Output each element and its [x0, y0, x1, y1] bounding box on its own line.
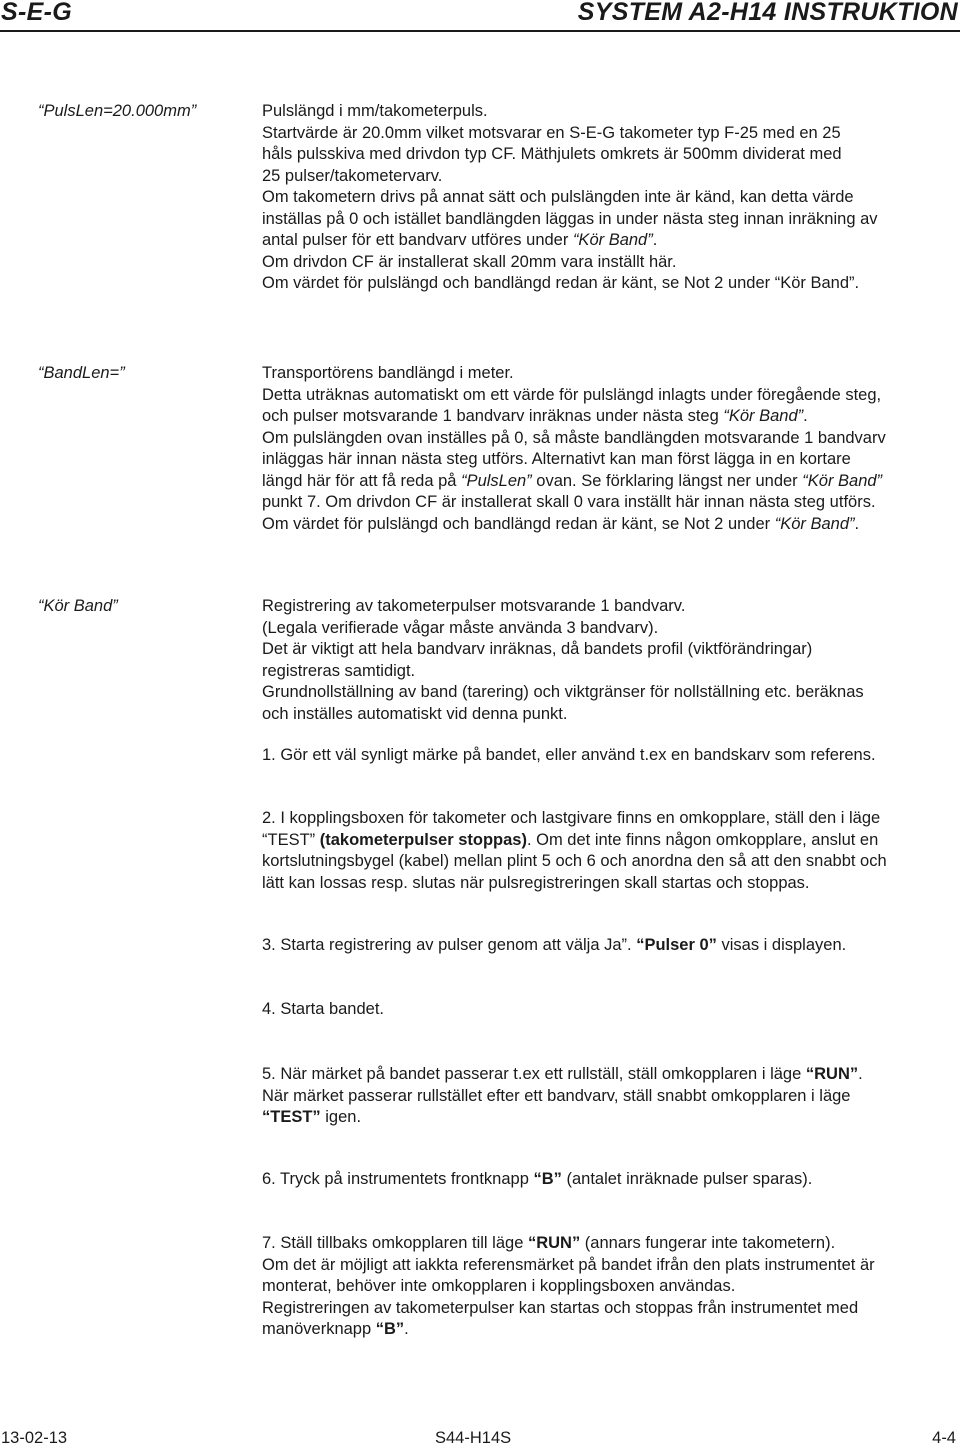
text-run: “TEST”	[262, 830, 320, 849]
text-line	[262, 935, 956, 957]
text-line	[262, 618, 956, 640]
section-body-bandlen	[262, 363, 956, 535]
text-line	[262, 873, 956, 895]
text-line	[262, 166, 956, 188]
bold-text: “RUN”	[527, 1234, 581, 1252]
text-run: 5. När märket på bandet passerar t.ex ett rullställ, ställ omkopplaren i läge	[262, 1065, 806, 1083]
text-run: Det är viktigt att hela bandvarv inräknas, då bandets profil (viktförändringar)	[262, 640, 813, 658]
step-5	[262, 1064, 956, 1129]
text-line	[262, 1319, 956, 1341]
bold-text: “Pulser 0”	[636, 936, 717, 954]
text-line	[262, 596, 956, 618]
text-run: Om takometern drivs på annat sätt och pulslängden inte är känd, kan detta värde	[262, 188, 854, 206]
text-line	[262, 1233, 956, 1255]
footer-doc-id: S44-H14S	[435, 1429, 512, 1447]
italic-text: “PulsLen”	[461, 471, 532, 490]
text-line	[262, 209, 956, 231]
bold-text: “RUN”	[805, 1065, 859, 1083]
text-line	[262, 704, 956, 726]
text-run: monterat, behöver inte omkopplaren i kopplingsboxen användas.	[262, 1277, 736, 1295]
section-body-pulslen	[262, 101, 956, 295]
text-run: . Om det inte finns någon omkopplare, anslut en	[526, 830, 879, 849]
text-run: 6. Tryck på instrumentets frontknapp	[262, 1170, 534, 1188]
header-brand: S-E-G	[1, 0, 72, 26]
bold-text: (takometerpulser stoppas)	[319, 830, 527, 849]
text-run: Transportörens bandlängd i meter.	[262, 364, 514, 382]
italic-text: “Kör Band”	[723, 407, 804, 425]
text-run: 25 pulser/takometervarv.	[262, 166, 443, 185]
text-run: 3. Starta registrering av pulser genom att välja Ja”.	[262, 936, 637, 954]
step-1	[262, 745, 956, 767]
italic-text: “Kör Band”	[802, 471, 883, 490]
text-run: Om pulslängden ovan inställes på 0, så måste bandlängden motsvarande 1 bandvarv	[262, 428, 886, 447]
text-line	[262, 1255, 956, 1277]
italic-text: “Kör Band”	[572, 231, 653, 249]
section-key-pulslen: “PulsLen=20.000mm”	[38, 102, 197, 120]
header-rule	[0, 30, 960, 32]
text-run: håls pulsskiva med drivdon typ CF. Mäthjulets omkrets är 500mm dividerat med	[262, 145, 842, 163]
text-line	[262, 808, 956, 830]
text-run: 1. Gör ett väl synligt märke på bandet, eller använd t.ex en bandskarv som referens.	[262, 746, 876, 764]
text-run: Om värdet för pulslängd och bandlängd redan är känt, se Not 2 under “Kör Band”.	[262, 274, 860, 292]
text-run: punkt 7. Om drivdon CF är installerat skall 0 vara inställt här innan nästa steg utförs.	[262, 493, 876, 511]
text-line	[262, 101, 956, 123]
text-run: Om drivdon CF är installerat skall 20mm vara inställt här.	[262, 252, 677, 271]
text-line	[262, 230, 956, 252]
text-run: (antalet inräknade pulser sparas).	[561, 1170, 813, 1188]
text-line	[262, 999, 956, 1021]
text-run: längd här för att få reda på	[262, 471, 462, 490]
header-title: SYSTEM A2-H14 INSTRUKTION	[577, 0, 958, 26]
step-6	[262, 1169, 956, 1191]
text-line	[262, 187, 956, 209]
text-line	[262, 1298, 956, 1320]
text-line	[262, 1064, 956, 1086]
text-run: (Legala verifierade vågar måste använda 3 bandvarv).	[262, 618, 659, 637]
text-line	[262, 830, 956, 852]
step-2	[262, 808, 956, 894]
text-line	[262, 385, 956, 407]
text-line	[262, 449, 956, 471]
text-line	[262, 492, 956, 514]
text-run: antal pulser för ett bandvarv utföres under	[262, 231, 573, 249]
text-run: (annars fungerar inte takometern).	[580, 1234, 836, 1252]
bold-text: “B”	[375, 1320, 405, 1338]
text-line	[262, 1107, 956, 1129]
text-run: Om det är möjligt att iakkta referensmärket på bandet ifrån den plats instrumentet är	[262, 1255, 875, 1274]
text-run: 2. I kopplingsboxen för takometer och lastgivare finns en omkopplare, ställ den i läge	[262, 809, 881, 827]
text-run: visas i displayen.	[716, 936, 847, 954]
text-run: inläggas här innan nästa steg utförs. Alternativt kan man först lägga in en kortare	[262, 450, 851, 468]
text-line	[262, 514, 956, 536]
text-run: Registrering av takometerpulser motsvarande 1 bandvarv.	[262, 597, 686, 615]
text-line	[262, 1169, 956, 1191]
bold-text: “B”	[533, 1170, 562, 1188]
text-run: Registreringen av takometerpulser kan startas och stoppas från instrumentet med	[262, 1298, 859, 1317]
text-run: Startvärde är 20.0mm vilket motsvarar en S-E-G takometer typ F-25 med en 25	[262, 123, 841, 142]
text-run: och inställes automatiskt vid denna punkt.	[262, 704, 568, 723]
text-run: Detta uträknas automatiskt om ett värde för pulslängd inlagts under föregående steg,	[262, 385, 882, 404]
text-line	[262, 745, 956, 767]
text-run: .	[803, 407, 808, 425]
text-run: .	[854, 514, 860, 533]
text-line	[262, 1276, 956, 1298]
step-7	[262, 1233, 956, 1341]
text-run: registreras samtidigt.	[262, 661, 416, 680]
footer-date: 13-02-13	[1, 1429, 68, 1447]
text-run: .	[858, 1065, 863, 1083]
italic-text: “Kör Band”	[774, 514, 855, 533]
text-run: manöverknapp	[262, 1320, 376, 1338]
section-body-kor-band	[262, 596, 956, 725]
footer-page-number: 4-4	[932, 1429, 956, 1447]
step-4	[262, 999, 956, 1021]
text-run: lätt kan lossas resp. slutas när pulsregistreringen skall startas och stoppas.	[262, 873, 810, 892]
text-run: igen.	[320, 1108, 362, 1126]
text-line	[262, 406, 956, 428]
text-line	[262, 273, 956, 295]
text-line	[262, 1086, 956, 1108]
text-line	[262, 252, 956, 274]
bold-text: “TEST”	[262, 1108, 321, 1126]
text-line	[262, 123, 956, 145]
section-key-kor-band: “Kör Band”	[38, 597, 118, 615]
text-run: Pulslängd i mm/takometerpuls.	[262, 102, 488, 120]
text-line	[262, 428, 956, 450]
step-3	[262, 935, 956, 957]
text-line	[262, 851, 956, 873]
text-line	[262, 682, 956, 704]
text-line	[262, 471, 956, 493]
page-header	[0, 0, 960, 30]
text-run: .	[404, 1320, 409, 1338]
text-run: inställas på 0 och istället bandlängden läggas in under nästa steg innan inräkning av	[262, 209, 878, 228]
text-run: 4. Starta bandet.	[262, 1000, 385, 1018]
text-line	[262, 363, 956, 385]
text-run: När märket passerar rullstället efter ett bandvarv, ställ snabbt omkopplaren i läge	[262, 1086, 851, 1105]
text-line	[262, 661, 956, 683]
text-run: .	[652, 231, 658, 249]
text-run: 7. Ställ tillbaks omkopplaren till läge	[262, 1234, 528, 1252]
text-run: Grundnollställning av band (tarering) och viktgränser för nollställning etc. beräknas	[262, 683, 864, 701]
text-line	[262, 144, 956, 166]
text-line	[262, 639, 956, 661]
text-run: kortslutningsbygel (kabel) mellan plint 5 och 6 och anordna den så att den snabbt och	[262, 852, 887, 870]
text-run: Om värdet för pulslängd och bandlängd redan är känt, se Not 2 under	[262, 514, 775, 533]
section-key-bandlen: “BandLen=”	[38, 364, 125, 382]
text-run: och pulser motsvarande 1 bandvarv inräknas under nästa steg	[262, 407, 724, 425]
text-run: ovan. Se förklaring längst ner under	[531, 471, 803, 490]
